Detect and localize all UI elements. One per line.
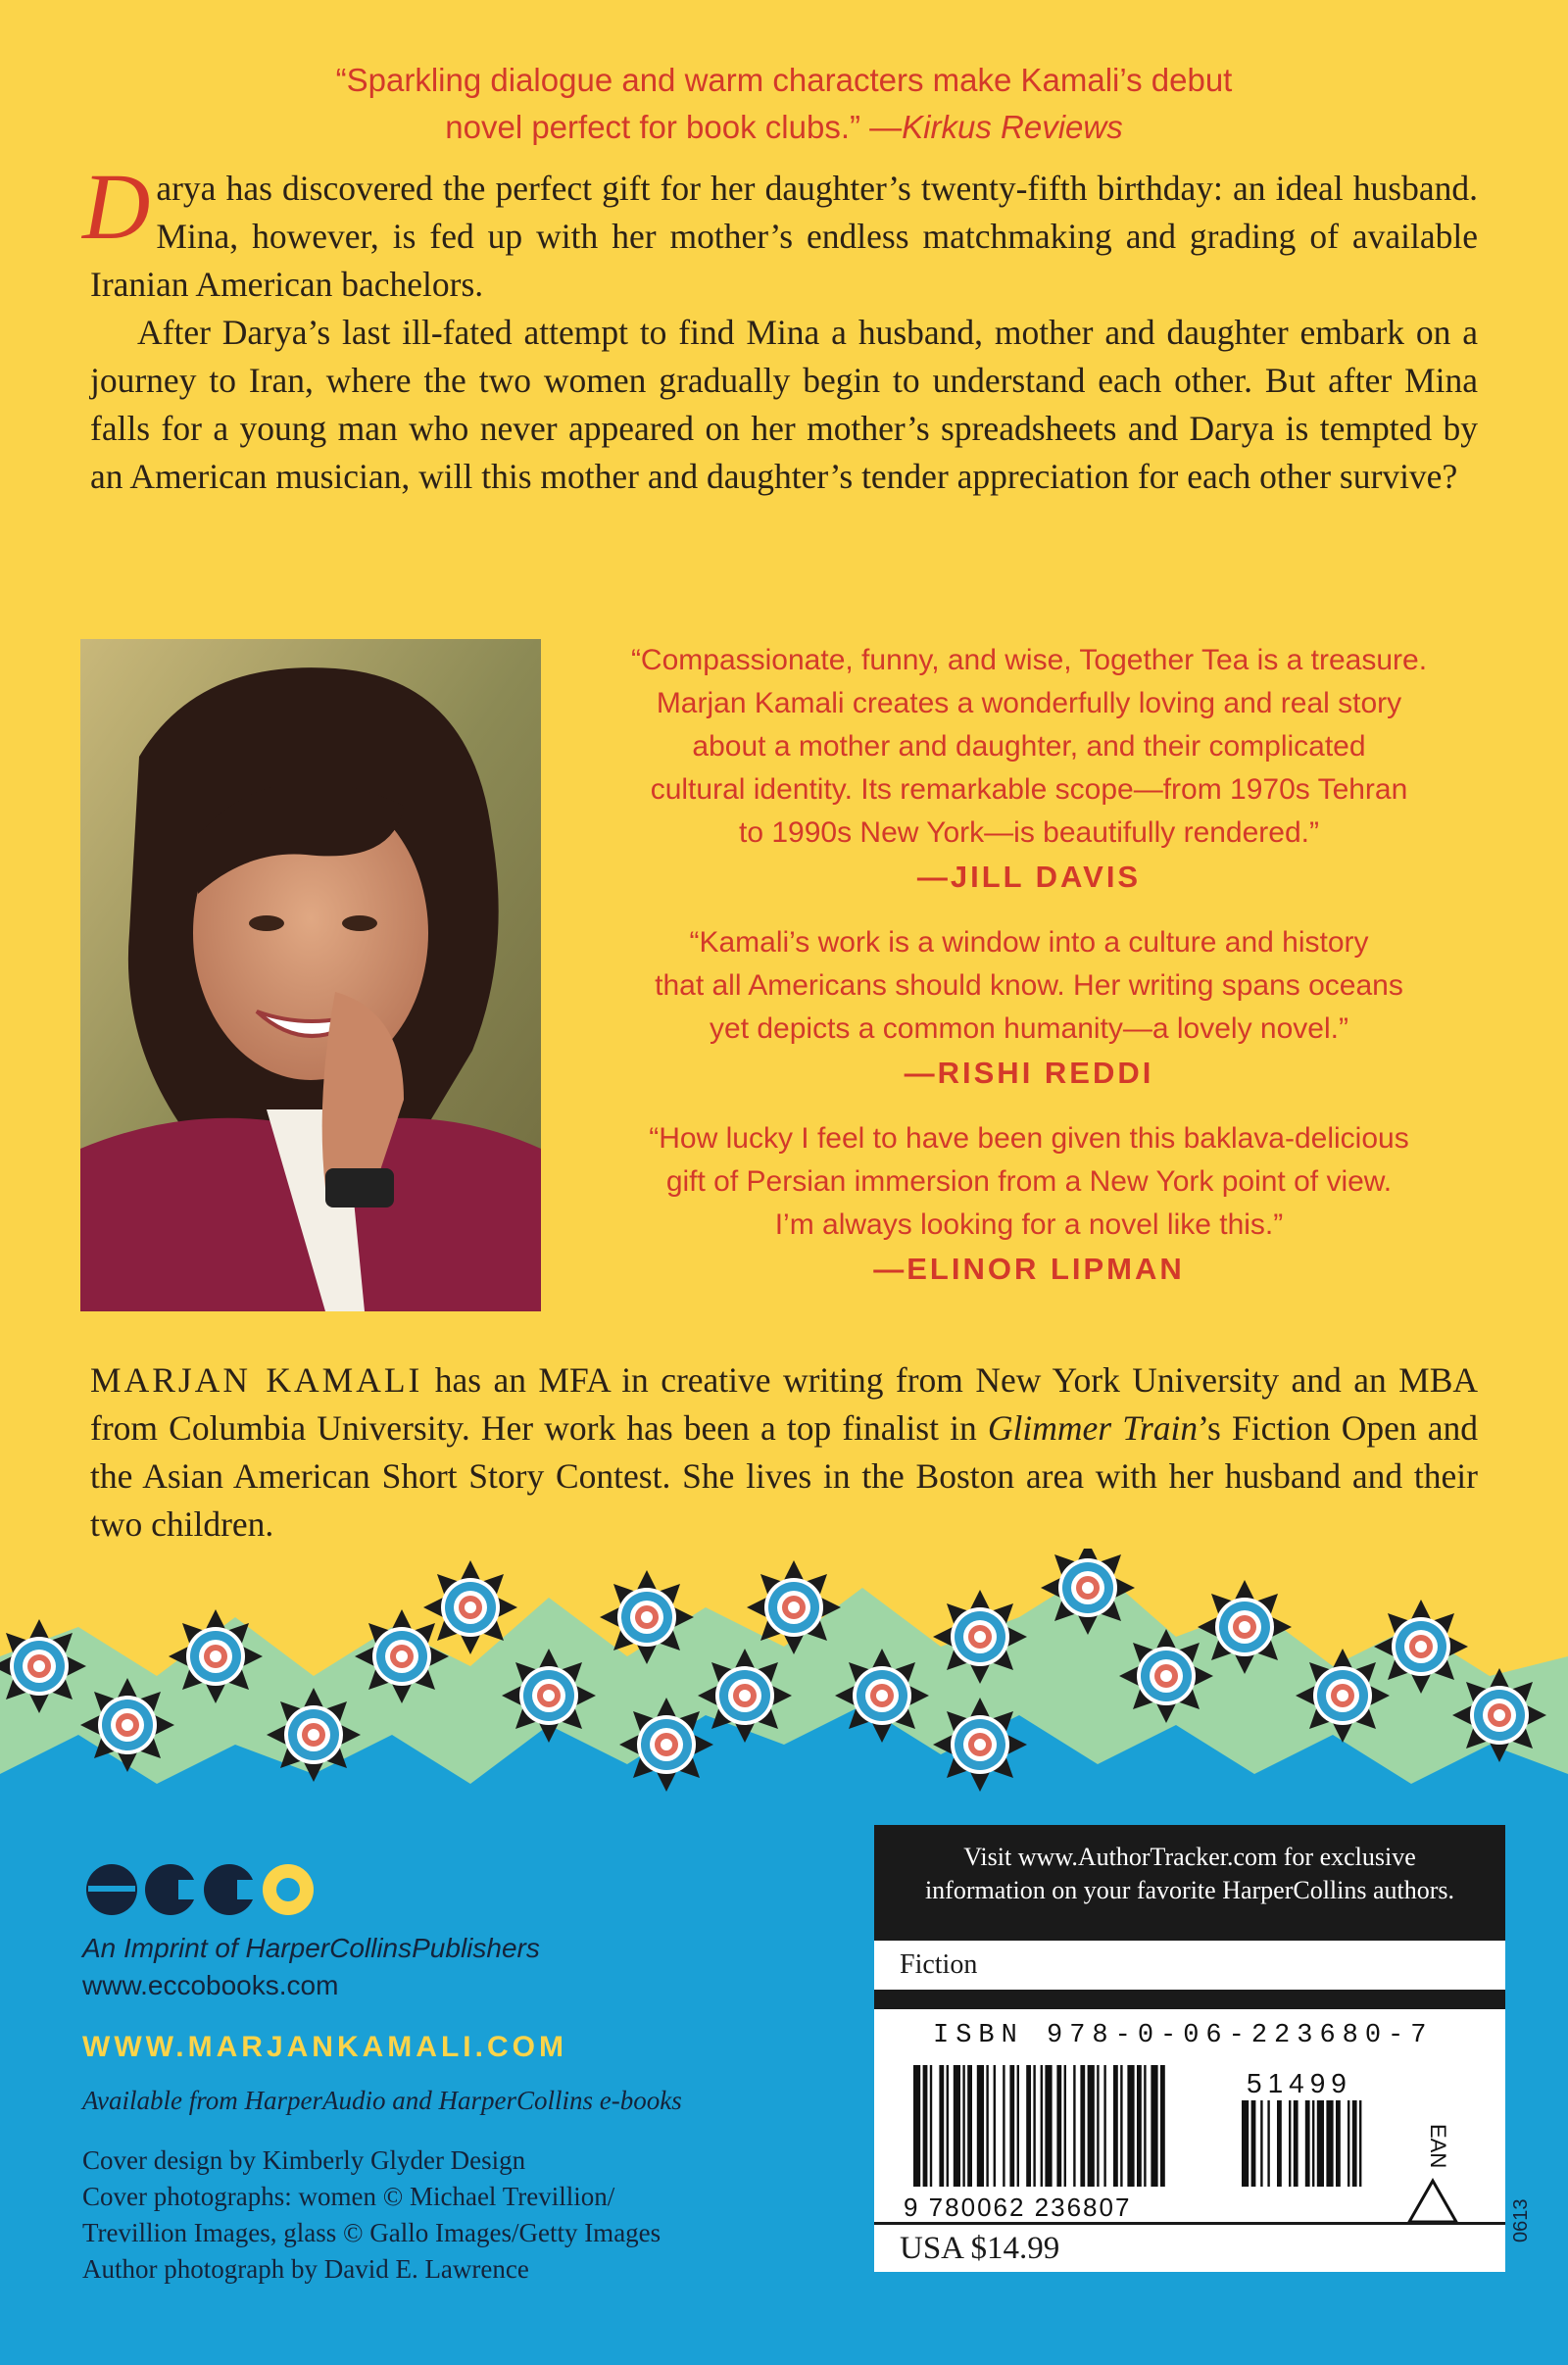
print-code: 0613 [1510, 2198, 1532, 2242]
barcode-bar [1041, 2065, 1043, 2187]
barcode-bar [1120, 2065, 1122, 2187]
credit-line: Cover photographs: women © Michael Trevillion/ [82, 2182, 615, 2211]
author-photo [80, 639, 541, 1311]
tracker-line-1: Visit www.AuthorTracker.com for exclusive [963, 1843, 1416, 1871]
barcode-bar [1026, 2065, 1031, 2187]
quote-line: cultural identity. Its remarkable scope—from 1970s Tehran [650, 773, 1408, 806]
barcode-bar [939, 2065, 944, 2187]
barcode-bar [1267, 2100, 1269, 2187]
barcode-bar [1056, 2065, 1061, 2187]
praise-quote-3 [549, 1117, 1509, 1292]
quote-line: about a mother and daughter, and their complicated [692, 730, 1366, 763]
bio-text-2: ’s Fiction Open and the Asian American Short Story Contest. She lives in the Boston area with her husband and their two children. [90, 1408, 1478, 1544]
credit-line: Cover design by Kimberly Glyder Design [82, 2145, 526, 2175]
quote-attribution: —RISHI REDDI [904, 1056, 1154, 1090]
praise-quote-2 [549, 921, 1509, 1096]
quote-line: Marjan Kamali creates a wonderfully loving and real story [656, 687, 1402, 719]
bio-text-1: has an MFA in creative writing from New York University and an MBA from Columbia University. Her work has been a top finalist in [90, 1360, 1479, 1448]
tracker-line-2: information on your favorite HarperCollins authors. [924, 1876, 1455, 1904]
barcode-bar [1097, 2065, 1099, 2187]
barcode-bar [1033, 2065, 1035, 2187]
barcode-bar [1045, 2065, 1052, 2187]
genre-label: Fiction [874, 1941, 1505, 1990]
quote-line: “Compassionate, funny, and wise, Together Tea is a treasure. [630, 644, 1428, 676]
barcode-bar [1326, 2100, 1333, 2187]
barcode-addon: 51499 [1247, 2068, 1352, 2098]
ecco-url: www.eccobooks.com [82, 1970, 339, 2000]
barcode-bar [954, 2065, 960, 2187]
barcode-bar [1088, 2065, 1095, 2187]
quote-line: “How lucky I feel to have been given this baklava-delicious [649, 1122, 1409, 1155]
barcode-bar [1251, 2100, 1256, 2187]
barcode-bar [913, 2065, 920, 2187]
barcode-bar [1073, 2065, 1075, 2187]
barcode-bar [923, 2065, 928, 2187]
barcode-bar [1242, 2100, 1249, 2187]
barcode-bar [977, 2065, 984, 2187]
barcode-box [874, 1825, 1505, 2272]
author-website: WWW.MARJANKAMALI.COM [82, 2031, 567, 2063]
praise-quotes [549, 639, 1509, 1313]
barcode-bar [1151, 2065, 1157, 2187]
barcode-digits: 9 780062 236807 [904, 2193, 1132, 2222]
drop-cap: D [82, 154, 151, 259]
barcode-bar [1317, 2100, 1324, 2187]
barcode-bar [1277, 2100, 1282, 2187]
barcode-bar [947, 2065, 949, 2187]
barcode-bar [1312, 2100, 1314, 2187]
blurb-paragraph-2: After Darya’s last ill-fated attempt to find Mina a husband, mother and daughter embark on a journey to Iran, where the two women gradually begin to understand each other. But after Mina falls for a young man who never appeared on her mother’s spreadsheets and Darya is tempted by an American musician, will this mother and daughter’s tender appreciation for each other survive? [90, 313, 1478, 496]
ecco-logo [82, 1860, 318, 1919]
quote-line: that all Americans should know. Her writing spans oceans [655, 969, 1403, 1002]
kirkus-quote-source: Kirkus Reviews [902, 109, 1123, 145]
credit-line: Trevillion Images, glass © Gallo Images/Getty Images [82, 2218, 662, 2247]
barcode-bar [962, 2065, 964, 2187]
author-name: MARJAN KAMALI [90, 1360, 423, 1400]
price: USA $14.99 [874, 2222, 1505, 2272]
kirkus-quote [196, 57, 1372, 151]
ean-label: EAN [1426, 2124, 1450, 2169]
imprint-line: An Imprint of HarperCollinsPublishers [82, 1933, 540, 1963]
quote-line: to 1990s New York—is beautifully rendered.” [738, 816, 1319, 849]
audio-availability: Available from HarperAudio and HarperCollins e-books [82, 2086, 682, 2115]
barcode-bar [1348, 2100, 1349, 2187]
barcode-bar [1064, 2065, 1066, 2187]
quote-line: I’m always looking for a novel like this.” [774, 1208, 1284, 1241]
barcode-bar [1113, 2065, 1118, 2187]
quote-attribution: —JILL DAVIS [916, 860, 1142, 894]
barcode-bar [1336, 2100, 1341, 2187]
barcode-bar [1359, 2100, 1361, 2187]
cover-credits [82, 2143, 827, 2288]
blurb-paragraph-1: arya has discovered the perfect gift for her daughter’s twenty-fifth birthday: an ideal husband. Mina, however, is fed up with her mother’s endless matchmaking and grading of available Iranian American bachelors. [90, 169, 1478, 304]
barcode-bar [1160, 2065, 1165, 2187]
barcode-bar [930, 2065, 932, 2187]
persian-tile-border [0, 1549, 1568, 1833]
triangle-icon [1409, 2181, 1456, 2222]
barcode-bar [1137, 2065, 1142, 2187]
barcode-bar [1017, 2065, 1019, 2187]
barcode-bar [1260, 2100, 1262, 2187]
barcode-bar [1305, 2100, 1310, 2187]
quote-line: yet depicts a common humanity—a lovely novel.” [710, 1012, 1348, 1045]
quote-line: gift of Persian immersion from a New York point of view. [665, 1165, 1393, 1198]
barcode-bar [1144, 2065, 1146, 2187]
barcode-bar [994, 2065, 996, 2187]
kirkus-quote-line1: “Sparkling dialogue and warm characters make Kamali’s debut [335, 62, 1233, 98]
praise-quote-1 [549, 639, 1509, 900]
quote-line: “Kamali’s work is a window into a culture and history [689, 926, 1369, 959]
book-blurb [82, 154, 1478, 501]
barcode-bar [1003, 2065, 1004, 2187]
barcode [904, 2065, 1482, 2222]
barcode-bar [967, 2065, 972, 2187]
quote-attribution: —ELINOR LIPMAN [873, 1252, 1185, 1286]
isbn: ISBN 978-0-06-223680-7 [933, 2021, 1434, 2050]
barcode-bar [1080, 2065, 1085, 2187]
credit-line: Author photograph by David E. Lawrence [82, 2254, 529, 2284]
barcode-bar [1289, 2100, 1291, 2187]
barcode-bar [986, 2065, 988, 2187]
bio-italic: Glimmer Train [987, 1408, 1199, 1448]
genre-divider [874, 1990, 1505, 2009]
barcode-bar [1127, 2065, 1134, 2187]
kirkus-quote-line2: novel perfect for book clubs.” — [445, 109, 903, 145]
author-tracker-notice [874, 1825, 1505, 1941]
barcode-bar [1352, 2100, 1357, 2187]
barcode-bar [1294, 2100, 1298, 2187]
author-bio [90, 1356, 1478, 1549]
barcode-bar [1009, 2065, 1014, 2187]
barcode-bar [1103, 2065, 1105, 2187]
